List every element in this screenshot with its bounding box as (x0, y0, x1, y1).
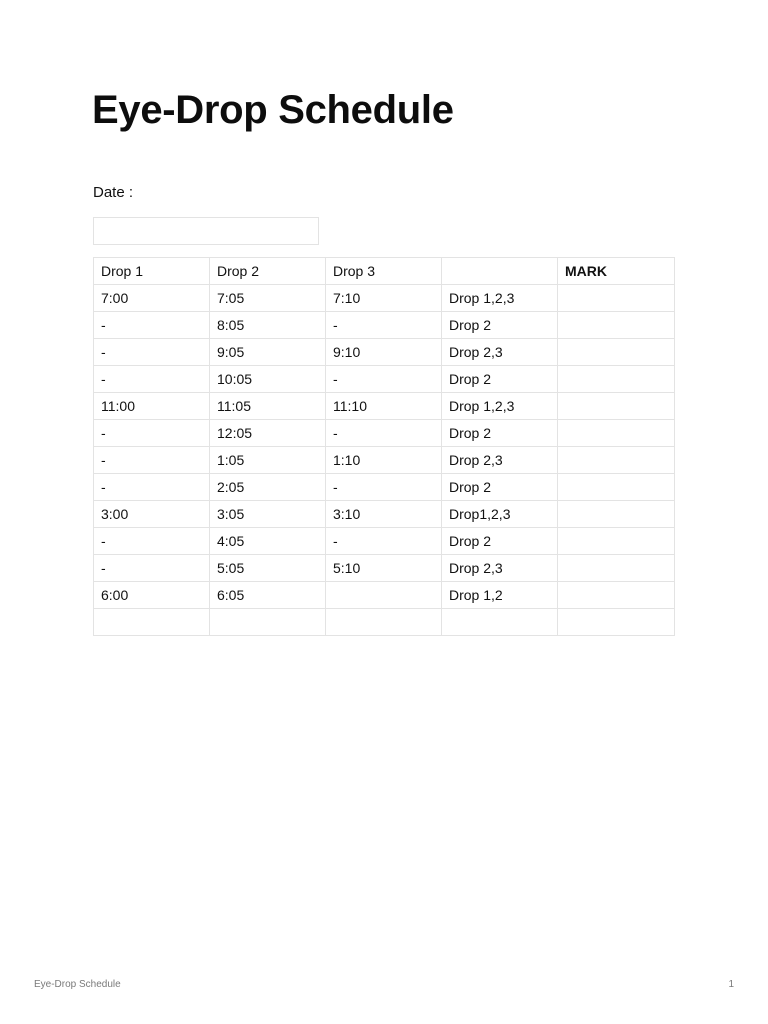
table-cell: 11:05 (210, 393, 326, 420)
table-cell: 7:00 (94, 285, 210, 312)
mark-cell[interactable] (558, 555, 675, 582)
mark-cell[interactable] (558, 609, 675, 636)
table-cell: 1:10 (326, 447, 442, 474)
table-cell: Drop 2,3 (442, 339, 558, 366)
date-field[interactable] (93, 217, 319, 245)
table-cell: Drop 2 (442, 528, 558, 555)
table-cell: 5:10 (326, 555, 442, 582)
mark-cell[interactable] (558, 420, 675, 447)
table-cell: - (326, 420, 442, 447)
table-cell: - (94, 447, 210, 474)
page-title: Eye-Drop Schedule (92, 88, 454, 132)
table-cell: 9:05 (210, 339, 326, 366)
table-cell: 5:05 (210, 555, 326, 582)
table-cell: 7:10 (326, 285, 442, 312)
table-cell: 6:00 (94, 582, 210, 609)
table-row (94, 285, 675, 312)
mark-cell[interactable] (558, 447, 675, 474)
table-cell: Drop 2 (442, 420, 558, 447)
table-cell: - (326, 366, 442, 393)
table-cell: - (94, 474, 210, 501)
table-cell: 10:05 (210, 366, 326, 393)
table-cell: - (94, 420, 210, 447)
table-cell[interactable] (326, 609, 442, 636)
header-cell-drop-3: Drop 3 (326, 258, 442, 285)
table-cell: 3:05 (210, 501, 326, 528)
table-cell: - (94, 528, 210, 555)
table-cell[interactable] (94, 609, 210, 636)
table-row (94, 528, 675, 555)
mark-cell[interactable] (558, 393, 675, 420)
table-cell: Drop 1,2,3 (442, 393, 558, 420)
mark-cell[interactable] (558, 366, 675, 393)
table-cell: 6:05 (210, 582, 326, 609)
mark-cell[interactable] (558, 474, 675, 501)
table-row (94, 339, 675, 366)
header-cell-drop-2: Drop 2 (210, 258, 326, 285)
header-cell-mark: MARK (558, 258, 675, 285)
table-cell: Drop1,2,3 (442, 501, 558, 528)
table-cell: - (326, 474, 442, 501)
date-label: Date : (93, 184, 134, 201)
table-cell[interactable] (210, 609, 326, 636)
table-cell[interactable] (442, 609, 558, 636)
table-cell: 9:10 (326, 339, 442, 366)
table-row (94, 582, 675, 609)
table-cell: 8:05 (210, 312, 326, 339)
table-cell: - (94, 312, 210, 339)
table-cell: 4:05 (210, 528, 326, 555)
mark-cell[interactable] (558, 582, 675, 609)
table-row (94, 366, 675, 393)
table-row (94, 312, 675, 339)
table-cell: - (326, 312, 442, 339)
header-cell-drop-1: Drop 1 (94, 258, 210, 285)
table-cell: - (94, 555, 210, 582)
table-cell: Drop 2 (442, 366, 558, 393)
mark-cell[interactable] (558, 285, 675, 312)
table-cell: Drop 1,2,3 (442, 285, 558, 312)
table-cell: - (94, 366, 210, 393)
table-cell: 12:05 (210, 420, 326, 447)
table-cell: 7:05 (210, 285, 326, 312)
table-cell: Drop 2,3 (442, 555, 558, 582)
table-row (94, 474, 675, 501)
table-cell (326, 582, 442, 609)
mark-cell[interactable] (558, 312, 675, 339)
table-cell: Drop 2,3 (442, 447, 558, 474)
mark-cell[interactable] (558, 339, 675, 366)
table-cell: 11:10 (326, 393, 442, 420)
schedule-table (93, 257, 675, 636)
table-row (94, 555, 675, 582)
table-cell: - (94, 339, 210, 366)
mark-cell[interactable] (558, 501, 675, 528)
table-row (94, 393, 675, 420)
mark-cell[interactable] (558, 528, 675, 555)
table-header-row (94, 258, 675, 285)
table-row (94, 501, 675, 528)
header-cell-drops (442, 258, 558, 285)
table-cell: - (326, 528, 442, 555)
table-row (94, 447, 675, 474)
table-row (94, 609, 675, 636)
table-cell: 11:00 (94, 393, 210, 420)
table-cell: Drop 2 (442, 312, 558, 339)
table-row (94, 420, 675, 447)
page-number: 1 (728, 979, 734, 990)
table-cell: 2:05 (210, 474, 326, 501)
table-cell: 1:05 (210, 447, 326, 474)
table-cell: 3:10 (326, 501, 442, 528)
table-cell: Drop 2 (442, 474, 558, 501)
table-cell: Drop 1,2 (442, 582, 558, 609)
footer-title: Eye-Drop Schedule (34, 979, 121, 990)
table-cell: 3:00 (94, 501, 210, 528)
